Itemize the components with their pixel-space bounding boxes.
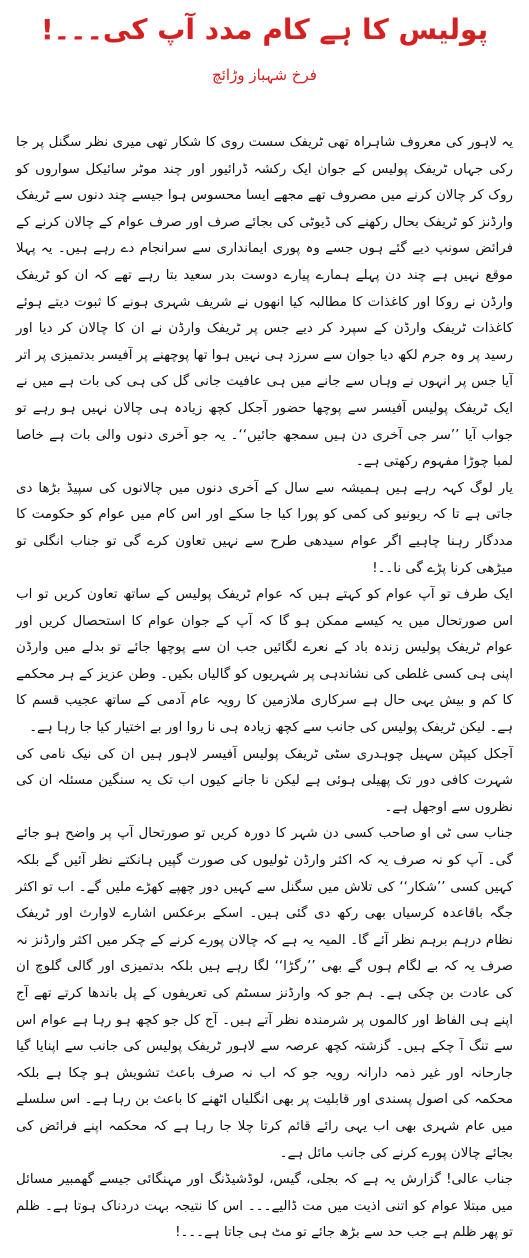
paragraph-5: جناب سی ٹی او صاحب کسی دن شہر کا دورہ کریں تو صورتحال آپ پر واضح ہو جائے گی۔ آپ کو نہ صرف یہ کہ اکثر وارڈن ٹولیوں کی صورت گپیں ہانکتے نظر آئیں گے بلکہ کہیں کسی ’’شکار‘‘ کی تلاش میں سگنل سے کہیں دور چھپے کھڑے ملیں گے۔ اب تو اکثر جگہ باقاعدہ کرسیاں بھی رکھ دی گئی ہیں۔ اسکے برعکس اشارے لاوارث اور ٹریفک نظام درہم برہم نظر آئے گا۔ المیہ یہ ہے کہ چالان پورے کرنے کے چکر میں اکثر وارڈنز نہ صرف یہ کہ بے لگام ہوں گے بھی ’’رگڑا‘‘ لگا رہے ہیں بلکہ بدتمیزی اور گالی گلوچ ان کی عادت بن چکی ہے۔ ہم جو کہ وارڈنز سسٹم کی تعریفوں کے پل باندھا کرتے تھے آج اپنے ہی الفاظ اور کالموں پر شرمندہ نظر آتے ہیں۔ آج کل جو کچھ ہو رہا ہے عوام اس سے تنگ آ چکے ہیں۔ گزشتہ کچھ عرصہ سے لاہور ٹریفک پولیس کی جانب سے اپنایا گیا جارحانہ اور غیر ذمہ دارانہ رویہ جو کہ اب نہ صرف باعث تشویش ہو چکا ہے بلکہ محکمہ کی اصول پسندی اور قابلیت پر بھی انگلیاں اٹھنے کا باعث بن رہا ہے۔ اس سلسلے میں عام شہری بھی اب یہی رائے قائم کرتا چلا جا رہا ہے کہ محکمہ اپنے فرائض کی بجائے چالان پورے کرنے کی جانب مائل ہے۔ xyxy=(16,826,513,1161)
paragraph-3: ایک طرف تو آپ عوام کو کہتے ہیں کہ عوام ٹریفک پولیس کے ساتھ تعاون کریں تو اب اس صورتحال میں یہ کیسے ممکن ہو گا کہ آپ کے جوان عوام کا استحصال کریں اور عوام ٹریفک پولیس زندہ باد کے نعرے لگائیں جب ان سے پوچھا جائے تو بدلے میں وارڈن اپنی ہی کسی غلطی کی نشاندہی پر شہریوں کو گالیاں بکیں۔ وطن عزیز کے ہر محکمے کا کم و بیش یہی حال ہے سرکاری ملازمین کا رویہ عام آدمی کے ساتھ عجیب قسم کا ہے۔ لیکن ٹریفک پولیس کی جانب سے کچھ زیادہ ہی نا روا اور بے اختیار کیا جا رہا ہے۔ xyxy=(16,587,513,736)
paragraph-1: یہ لاہور کی معروف شاہراہ تھی ٹریفک سست روی کا شکار تھی میری نظر سگنل پر جا رکی جہاں ٹریفک پولیس کے جوان ایک رکشہ ڈرائیور اور چند موٹر سائیکل سواروں کو روک کر چالان کرنے میں مصروف تھے مجھے ایسا محسوس ہوا جیسے چند دنوں سے ٹریفک وارڈنز کو ٹریفک بحال رکھنے کی ڈیوٹی کی بجائے صرف اور صرف عوام کے چالان کرنے کے فرائض سونپ دیے گئے ہوں جسے وہ پوری ایمانداری سے سرانجام دے رہے ہیں۔ یہ پہلا موقع نہیں ہے چند دن پہلے ہمارے پیارے دوست بدر سعید بتا رہے تھے کہ ان کو ٹریفک وارڈن نے روکا اور کاغذات کا مطالبہ کیا انھوں نے شریف شہری ہونے کا ثبوت دیتے ہوئے کاغذات ٹریفک وارڈن کے سپرد کر دیے جس پر ٹریفک وارڈن نے ان کا چالان کر دیا اور رسید پر وہ جرم لکھ دیا جوان سے سرزد ہی نہیں ہوا تھا پوچھنے پر آفیسر بدتمیزی پر اتر آیا جس پر انہوں نے وہاں سے جانے میں ہی عافیت جانی گل کی ہی کی بات ہے میں نے ایک ٹریفک پولیس آفیسر سے پوچھا حضور آجکل کچھ زیادہ ہی چالان نہیں ہو رہے تو جواب آیا ’’سر جی آخری دن ہیں سمجھ جائیں‘‘۔ یہ جو آخری دنوں والی بات ہے خاصا لمبا چوڑا مفہوم رکھتی ہے۔ xyxy=(16,135,513,470)
author-byline: فرخ شہباز وڑائچ xyxy=(212,66,317,84)
article-body xyxy=(16,130,513,1247)
paragraph-6: جناب عالی! گزارش یہ ہے کہ بجلی، گیس، لوڈشیڈنگ اور مہنگائی جیسے گھمبیر مسائل میں مبتلا عوام کو اتنی اذیت میں مت ڈالیے۔۔۔ اس کا نتیجہ بہت دردناک ہوتا ہے۔ ظلم تو پھر ظلم ہے جب حد سے بڑھ جائے تو مٹ ہی جاتا ہے۔۔۔! xyxy=(16,1172,513,1241)
paragraph-4: آجکل کیپٹن سہیل چوہدری سٹی ٹریفک پولیس آفیسر لاہور ہیں ان کی نیک نامی کی شہرت کافی دور تک پھیلی ہوئی ہے لیکن نا جانے کیوں اب تک یہ سنگین مسئلہ ان کی نظروں سے اوجھل ہے۔ xyxy=(16,746,513,815)
paragraph-2: یار لوگ کہہ رہے ہیں ہمیشہ سے سال کے آخری دنوں میں چالانوں کی سپیڈ بڑھا دی جاتی ہے تا کہ ریونیو کی کمی کو پورا کیا جا سکے اور اس کام میں عوام کو حکومت کا مددگار رہنا چاہیے اگر عوام سیدھی طرح سے نہیں تعاون کرے گی تو جناب انگلی تو میڑھی کرنا پڑے گی نا۔۔! xyxy=(16,480,513,576)
article-title: پولیس کا ہے کام مدد آپ کی۔۔۔! xyxy=(40,13,489,46)
